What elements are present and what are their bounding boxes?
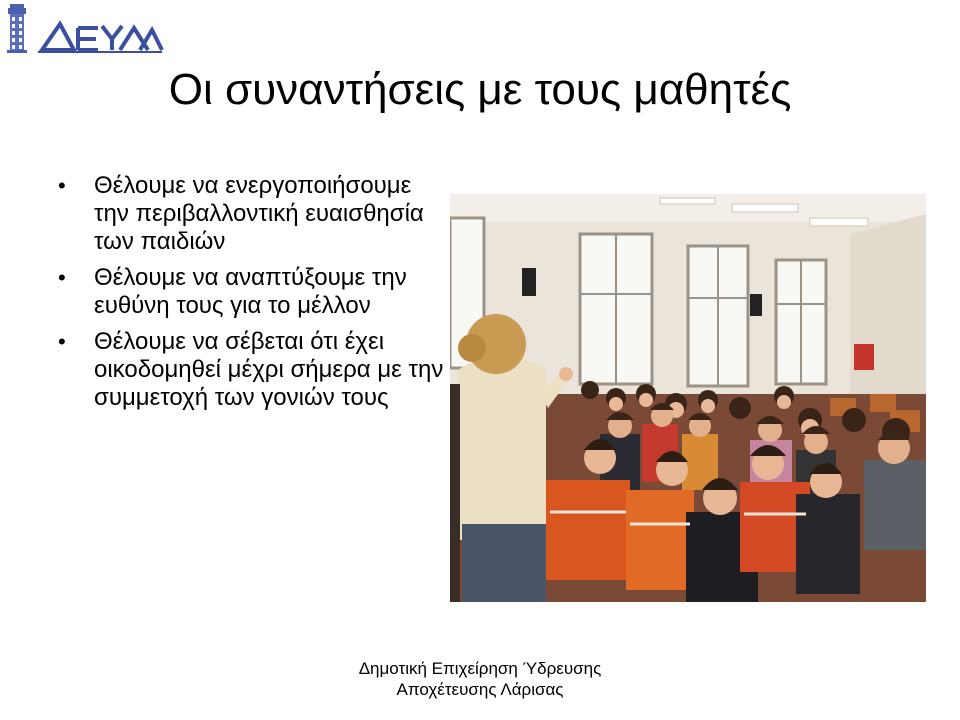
- slide-title: Οι συναντήσεις με τους μαθητές: [168, 65, 792, 114]
- footer-line-2: Αποχέτευσης Λάρισας: [396, 680, 564, 699]
- footer-line-1: Δημοτική Επιχείρηση Ύδρευσης: [358, 659, 602, 678]
- bullet-dot-icon: •: [58, 329, 66, 354]
- bullet-dot-icon: •: [58, 265, 66, 290]
- bullet-text: Θέλουμε να ενεργοποιήσουμε την περιβαλλοντική ευαισθησία των παιδιών: [94, 172, 424, 255]
- bullet-dot-icon: •: [58, 173, 66, 198]
- bullet-item: [58, 264, 450, 320]
- water-tower-logo-icon: [4, 2, 164, 56]
- bullet-text: Θέλουμε να αναπτύξουμε την ευθύνη τους για το μέλλον: [94, 264, 407, 319]
- deyal-logo: [4, 2, 164, 56]
- bullet-item: [58, 328, 450, 412]
- footer: [330, 658, 630, 700]
- bullet-item: [58, 172, 450, 256]
- classroom-photo: [450, 194, 926, 602]
- bullet-list: [58, 172, 450, 420]
- bullet-text: Θέλουμε να σέβεται ότι έχει οικοδομηθεί μέχρι σήμερα με την συμμετοχή των γονιών τους: [94, 328, 444, 411]
